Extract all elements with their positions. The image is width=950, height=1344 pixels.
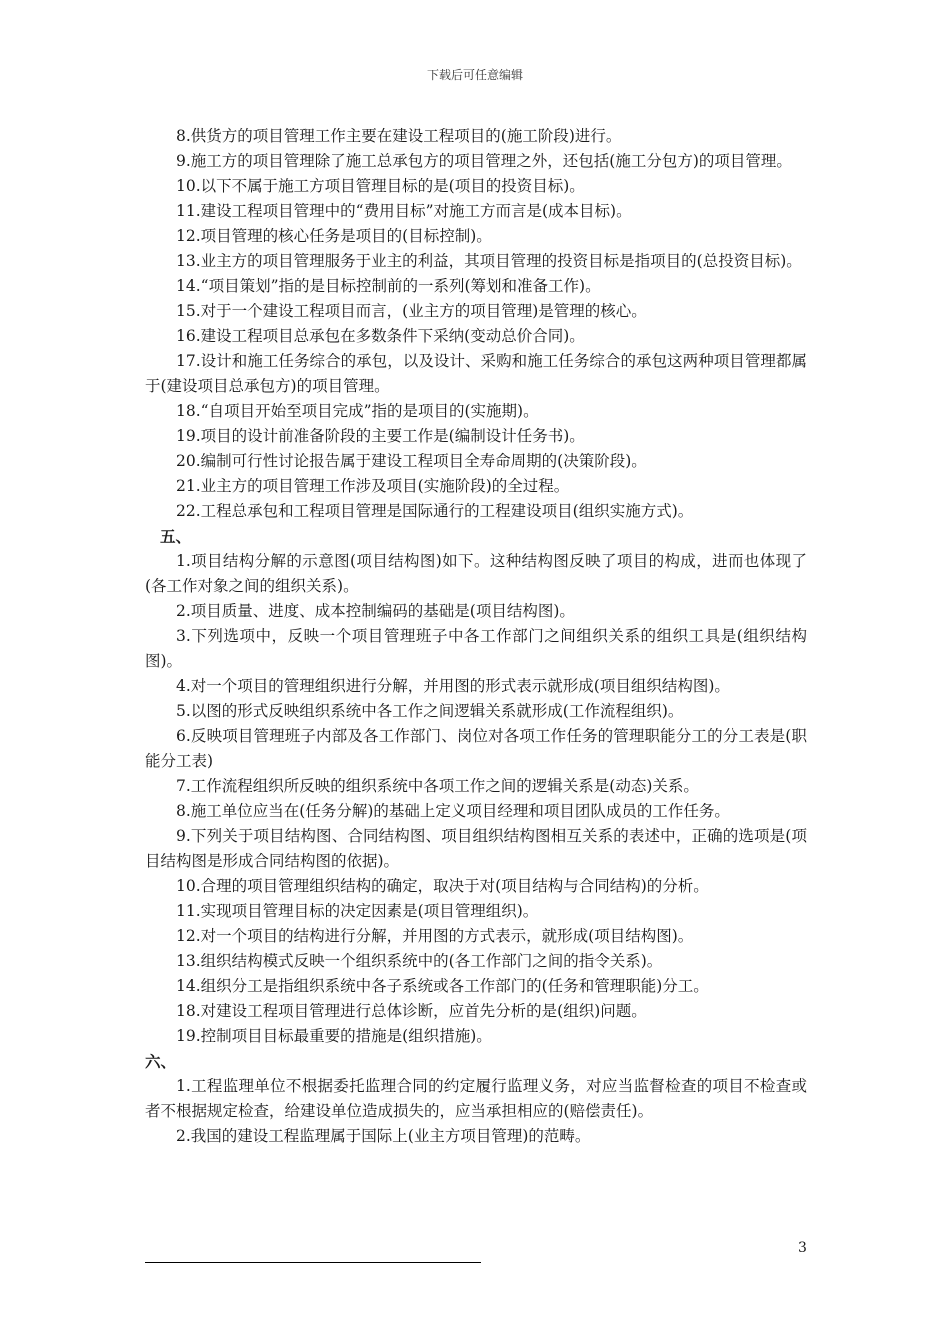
section-heading: 六、 [145, 1052, 177, 1071]
list-item: 9.下列关于项目结构图、合同结构图、项目组织结构图相互关系的表述中，正确的选项是(项目结构图是形成合同结构图的依据)。 [145, 827, 807, 870]
list-item: 18.对建设工程项目管理进行总体诊断，应首先分析的是(组织)问题。 [176, 1002, 647, 1020]
page-number: 3 [798, 1240, 807, 1256]
list-item: 11.实现项目管理目标的决定因素是(项目管理组织)。 [176, 902, 539, 920]
list-item: 12.项目管理的核心任务是项目的(目标控制)。 [176, 227, 492, 245]
list-item: 4.对一个项目的管理组织进行分解，并用图的形式表示就形成(项目组织结构图)。 [176, 677, 730, 695]
list-item: 14.“项目策划”指的是目标控制前的一系列(筹划和准备工作)。 [176, 277, 601, 295]
list-item: 21.业主方的项目管理工作涉及项目(实施阶段)的全过程。 [176, 477, 570, 495]
list-item: 2.项目质量、进度、成本控制编码的基础是(项目结构图)。 [176, 602, 575, 620]
list-item: 1.项目结构分解的示意图(项目结构图)如下。这种结构图反映了项目的构成，进而也体现了(各工作对象之间的组织关系)。 [145, 552, 807, 595]
list-item: 14.组织分工是指组织系统中各子系统或各工作部门的(任务和管理职能)分工。 [176, 977, 709, 995]
list-item: 5.以图的形式反映组织系统中各工作之间逻辑关系就形成(工作流程组织)。 [176, 702, 684, 720]
list-item: 16.建设工程项目总承包在多数条件下采纳(变动总价合同)。 [176, 327, 585, 345]
list-item: 9.施工方的项目管理除了施工总承包方的项目管理之外，还包括(施工分包方)的项目管理。 [176, 152, 792, 170]
list-item: 15.对于一个建设工程项目而言，(业主方的项目管理)是管理的核心。 [176, 302, 647, 320]
section-heading: 五、 [160, 527, 192, 546]
list-item: 17.设计和施工任务综合的承包，以及设计、采购和施工任务综合的承包这两种项目管理都属于(建设项目总承包方)的项目管理。 [145, 352, 807, 395]
list-item: 10.合理的项目管理组织结构的确定，取决于对(项目结构与合同结构)的分析。 [176, 877, 709, 895]
list-item: 19.项目的设计前准备阶段的主要工作是(编制设计任务书)。 [176, 427, 585, 445]
document-body [145, 124, 807, 1149]
list-item: 12.对一个项目的结构进行分解，并用图的方式表示，就形成(项目结构图)。 [176, 927, 694, 945]
list-item: 8.施工单位应当在(任务分解)的基础上定义项目经理和项目团队成员的工作任务。 [176, 802, 730, 820]
list-item: 18.“自项目开始至项目完成”指的是项目的(实施期)。 [176, 402, 539, 420]
list-item: 3.下列选项中，反映一个项目管理班子中各工作部门之间组织关系的组织工具是(组织结构图)。 [145, 627, 807, 670]
list-item: 2.我国的建设工程监理属于国际上(业主方项目管理)的范畴。 [176, 1127, 591, 1145]
list-item: 10.以下不属于施工方项目管理目标的是(项目的投资目标)。 [176, 177, 585, 195]
list-item: 6.反映项目管理班子内部及各工作部门、岗位对各项工作任务的管理职能分工的分工表是(职能分工表) [145, 727, 807, 770]
page-header: 下载后可任意编辑 [426, 68, 523, 82]
list-item: 22.工程总承包和工程项目管理是国际通行的工程建设项目(组织实施方式)。 [176, 502, 694, 520]
list-item: 11.建设工程项目管理中的“费用目标”对施工方而言是(成本目标)。 [176, 202, 632, 220]
list-item: 19.控制项目目标最重要的措施是(组织措施)。 [176, 1027, 492, 1045]
footer-rule [145, 1262, 481, 1263]
list-item: 13.业主方的项目管理服务于业主的利益，其项目管理的投资目标是指项目的(总投资目标)。 [176, 252, 802, 270]
list-item: 20.编制可行性讨论报告属于建设工程项目全寿命周期的(决策阶段)。 [176, 452, 647, 470]
list-item: 8.供货方的项目管理工作主要在建设工程项目的(施工阶段)进行。 [176, 127, 622, 145]
list-item: 7.工作流程组织所反映的组织系统中各项工作之间的逻辑关系是(动态)关系。 [176, 777, 699, 795]
list-item: 1.工程监理单位不根据委托监理合同的约定履行监理义务，对应当监督检查的项目不检查或者不根据规定检查，给建设单位造成损失的，应当承担相应的(赔偿责任)。 [145, 1077, 807, 1120]
list-item: 13.组织结构模式反映一个组织系统中的(各工作部门之间的指令关系)。 [176, 952, 663, 970]
